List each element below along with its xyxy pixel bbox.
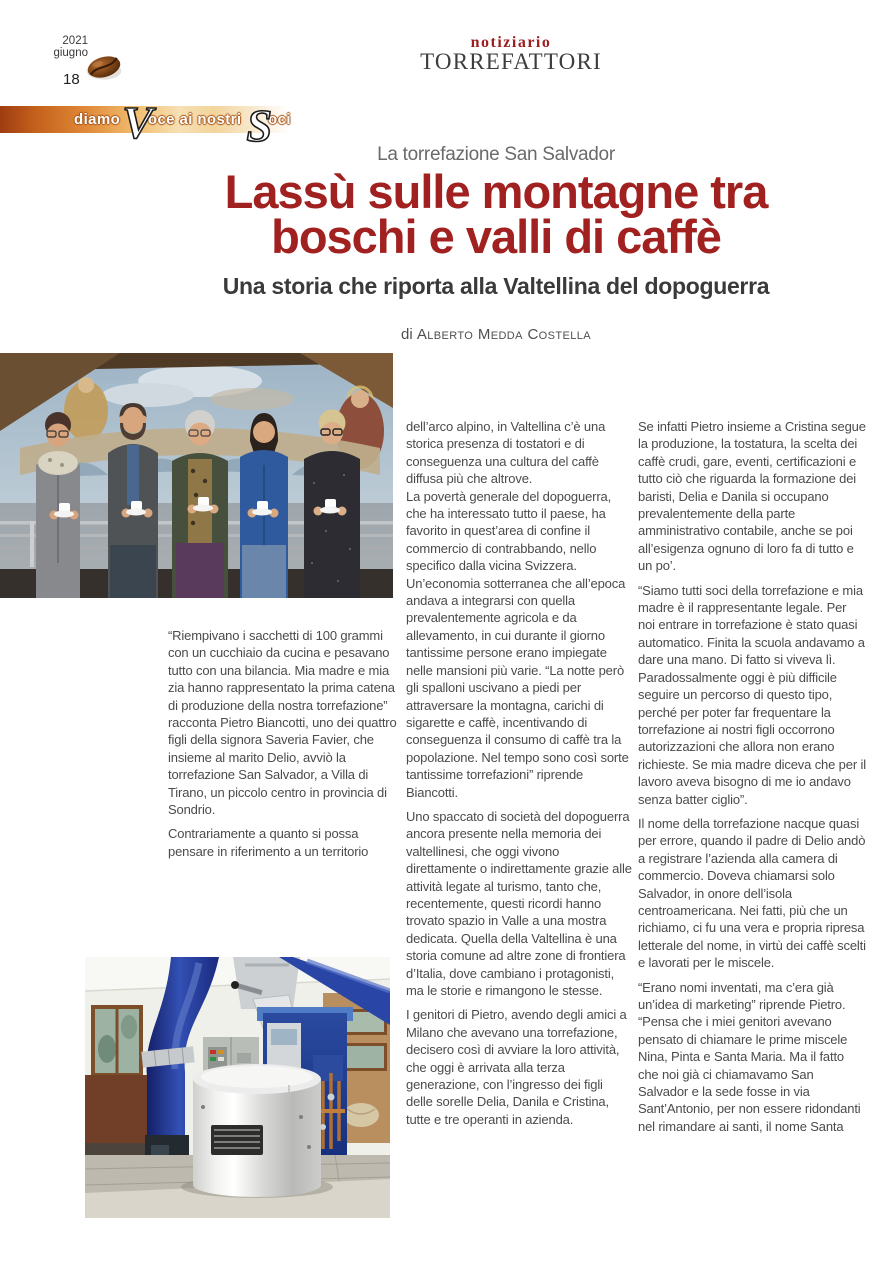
title-line-1: Lassù sulle montagne tra (224, 165, 768, 218)
section-banner (0, 96, 291, 151)
masthead-notiziario: notiziario (470, 34, 552, 51)
issue-date (36, 36, 88, 59)
banner-word-oce-ai-nostri: oce ai nostri (147, 111, 242, 128)
issue-month: giugno (53, 46, 88, 59)
body-paragraph: Il nome della torrefazione nacque quasi per errore, quando il padre di Delio andò a registrare l’azienda alla camera di commercio. Doveva chiamarsi solo Salvador, in onore dell’isola centroamericana. Nei fatti, più che un richiamo, ci fu una vera e propria ripresa letterale del nome, in virtù dei caffè scelti e lavorati per le miscele. (638, 815, 866, 971)
page-number: 18 (63, 71, 80, 88)
kicker: La torrefazione San Salvador (377, 144, 615, 165)
body-paragraph: “Riempivano i sacchetti di 100 grammi con un cucchiaio da cucina e pesavano tutto con una bilancia. Mia madre e mia zia hanno rappresentato la prima catena di produzione della nostra torrefazione” racconta Pietro Biancotti, uno dei quattro figli della signora Saveria Favier, che insieme al marito Delio, avviò la torrefazione San Salvador, a Villa di Tirano, un piccolo centro in provincia di Sondrio. (168, 628, 397, 818)
banner-word-diamo: diamo (74, 111, 121, 128)
banner-letter-s-decorative: S (246, 99, 273, 151)
body-paragraph: Contrariamente a quanto si possa pensare in riferimento a un territorio (168, 826, 369, 859)
body-paragraph: I genitori di Pietro, avendo degli amici a Milano che avevano una torrefazione, decisero così di avviare la loro attività, che oggi è arrivata alla terza generazione, con l’ingresso dei figli delle sorelle Delia, Danila e Cristina, tutte e tre operanti in azienda. (406, 1007, 627, 1127)
byline-prefix: di (400, 326, 417, 343)
body-paragraph: Uno spaccato di società del dopoguerra ancora presente nella memoria dei valtellinesi, che oggi vivono direttamente o indirettamente grazie alle attività legate al turismo, tanto che, recentemente, questi ricordi hanno trovato spazio in Valle a una mostra dedicata. Quella della Valtellina è una storia comune ad altre zone di frontiera d’Italia, dove cambiano i protagonisti, ma le storie e rimangono le stesse. (406, 808, 632, 998)
article-subtitle: Una storia che riporta alla Valtellina del dopoguerra (222, 273, 770, 299)
photo-roasting-machine (85, 957, 390, 1218)
section-banner-text (74, 96, 291, 151)
column-right (638, 418, 866, 1142)
byline-author: Alberto Medda Costella (416, 326, 591, 343)
banner-word-oci: oci (268, 111, 291, 128)
body-paragraph: dell’arco alpino, in Valtellina c’è una storica presenza di tostatori e di conseguenza una cultura del caffè diffusa più che altrove. (406, 419, 606, 487)
coffee-bean-icon (84, 50, 124, 84)
issue-year: 2021 (62, 35, 88, 47)
photo-family-fresco (0, 353, 393, 598)
body-paragraph: “Siamo tutti soci della torrefazione e mia madre è il rappresentante legale. Per noi entrare in torrefazione è stato quasi automatico. Finita la scuola andavamo a dare una mano. Di fatto si viveva lì. Paradossalmente oggi è più difficile seguire un percorso di questo tipo, perché per poter far frequentare la torrefazione ai nostri figli occorrono autorizzazioni che allora non erano richieste. Se mia madre diceva che per il lavoro aveva bisogno di me io andavo senza batter ciglio”. (638, 582, 866, 807)
article-title (126, 165, 866, 263)
body-paragraph: “Erano nomi inventati, ma c’era già un’idea di marketing” riprende Pietro. “Pensa che i miei genitori avevano pensato di chiamare le prime miscele Nina, Pinta e Santa Maria. Ma il fatto che noi già ci chiamavamo San Salvador e la sede fosse in via Sant’Antonio, per non essere ridondanti nel rimandare ai santi, il nome Santa (638, 979, 861, 1134)
headline-block (126, 144, 866, 343)
masthead-torrefattori: TORREFATTORI (420, 49, 602, 74)
byline (126, 326, 866, 343)
title-line-2: boschi e valli di caffè (271, 210, 721, 263)
column-left (168, 627, 398, 867)
body-paragraph: Se infatti Pietro insieme a Cristina segue la produzione, la tostatura, la scelta dei caffè crudi, gare, eventi, certificazioni e tutto ciò che riguarda la formazione dei baristi, Delia e Danila si occupano prevalentemente della parte amministrativo contabile, anche se poi all’esigenza ognuno di loro fa di tutto e un po’. (638, 419, 866, 574)
body-paragraph: La povertà generale del dopoguerra, che ha interessato tutto il paese, ha favorito in quest’area di confine il commercio di contrabbando, nello specifico dalla vicina Svizzera. Un’economia sotterranea che all’epoca andava a integrarsi con quella prevalentemente agricola e da allevamento, in cui durante il giorno tantissime persone erano impiegate nelle mansioni più varie. “La notte però gli spalloni uscivano a piedi per attraversare la montagna, carichi di sigarette e caffè, incentivando di conseguenza il consumo di caffè tra la popolazione. Nel tempo sono così sorte tantissime torrefazioni” riprende Biancotti. (406, 488, 629, 800)
banner-letter-v-decorative: V (122, 96, 153, 148)
masthead (331, 34, 691, 75)
column-middle (406, 418, 632, 1135)
